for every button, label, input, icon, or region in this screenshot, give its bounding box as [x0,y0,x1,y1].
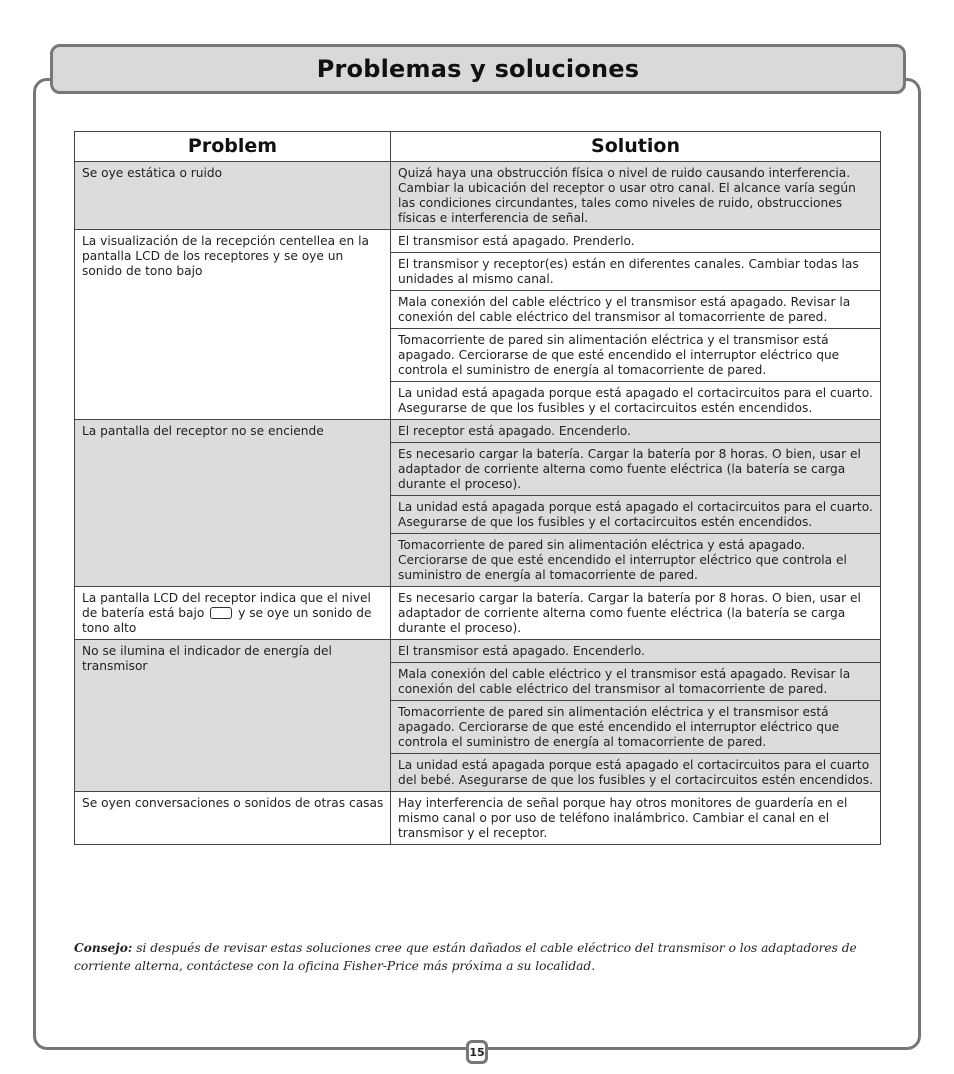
table-row [75,640,881,663]
troubleshooting-table [74,131,881,845]
problem-cell: La visualización de la recepción centellea en la pantalla LCD de los receptores y se oye un sonido de tono bajo [75,230,391,420]
tip-note [74,939,874,975]
problem-text-end: y se oye un sonido de tono alto [82,606,372,635]
solution-cell: Tomacorriente de pared sin alimentación eléctrica y el transmisor está apagado. Cerciorarse de que esté encendido el interruptor eléctrico que controla el suministro de energía al tomacorriente de pared. [391,329,881,382]
solution-cell: Mala conexión del cable eléctrico y el transmisor está apagado. Revisar la conexión del cable eléctrico del transmisor al tomacorriente de pared. [391,291,881,329]
page-number: 15 [466,1040,488,1064]
page-title: Problemas y soluciones [316,55,640,83]
problem-cell: No se ilumina el indicador de energía del transmisor [75,640,391,792]
solution-cell: Tomacorriente de pared sin alimentación eléctrica y el transmisor está apagado. Cerciorarse de que esté encendido el interruptor eléctrico que controla el suministro de energía al tomacorriente de pared. [391,701,881,754]
solution-cell: La unidad está apagada porque está apagado el cortacircuitos para el cuarto. Asegurarse de que los fusibles y el cortacircuitos estén encendidos. [391,382,881,420]
solution-cell: Hay interferencia de señal porque hay otros monitores de guardería en el mismo canal o por uso de teléfono inalámbrico. Cambiar el canal en el transmisor y el receptor. [391,792,881,845]
solution-cell: La unidad está apagada porque está apagado el cortacircuitos para el cuarto del bebé. Asegurarse de que los fusibles y el cortacircuitos estén encendidos. [391,754,881,792]
table-row [75,792,881,845]
problem-cell: Se oye estática o ruido [75,162,391,230]
battery-low-icon [210,607,232,619]
solution-cell: El transmisor y receptor(es) están en diferentes canales. Cambiar todas las unidades al mismo canal. [391,253,881,291]
solution-column-header: Solution [391,132,881,162]
solution-cell: Quizá haya una obstrucción física o nivel de ruido causando interferencia. Cambiar la ubicación del receptor o usar otro canal. El alcance varía según las condiciones circundantes, tales como niveles de ruido, obstrucciones físicas e interferencia de señal. [391,162,881,230]
solution-cell: Es necesario cargar la batería. Cargar la batería por 8 horas. O bien, usar el adaptador de corriente alterna como fuente eléctrica (la batería se carga durante el proceso). [391,587,881,640]
problem-cell [75,587,391,640]
problem-cell: La pantalla del receptor no se enciende [75,420,391,587]
solution-cell: La unidad está apagada porque está apagado el cortacircuitos para el cuarto. Asegurarse de que los fusibles y el cortacircuitos estén encendidos. [391,496,881,534]
table-row [75,162,881,230]
solution-cell: El transmisor está apagado. Prenderlo. [391,230,881,253]
tip-text: si después de revisar estas soluciones cree que están dañados el cable eléctrico del transmisor o los adaptadores de corriente alterna, contáctese con la oficina Fisher-Price más próxima a su localidad. [74,941,857,973]
table-row [75,587,881,640]
solution-cell: Tomacorriente de pared sin alimentación eléctrica y está apagado. Cerciorarse de que esté encendido el interruptor eléctrico que controla el suministro de energía al tomacorriente de pared. [391,534,881,587]
table-row [75,230,881,253]
problem-column-header: Problem [75,132,391,162]
table-row [75,420,881,443]
solution-cell: Es necesario cargar la batería. Cargar la batería por 8 horas. O bien, usar el adaptador de corriente alterna como fuente eléctrica (la batería se carga durante el proceso). [391,443,881,496]
solution-cell: El receptor está apagado. Encenderlo. [391,420,881,443]
solution-cell: Mala conexión del cable eléctrico y el transmisor está apagado. Revisar la conexión del cable eléctrico del transmisor al tomacorriente de pared. [391,663,881,701]
problem-text-start: La pantalla LCD del receptor indica que el nivel de batería está bajo [82,591,371,620]
problem-cell: Se oyen conversaciones o sonidos de otras casas [75,792,391,845]
table-header-row [75,132,881,162]
solution-cell: El transmisor está apagado. Encenderlo. [391,640,881,663]
title-banner [50,44,906,94]
tip-label: Consejo: [74,941,133,955]
